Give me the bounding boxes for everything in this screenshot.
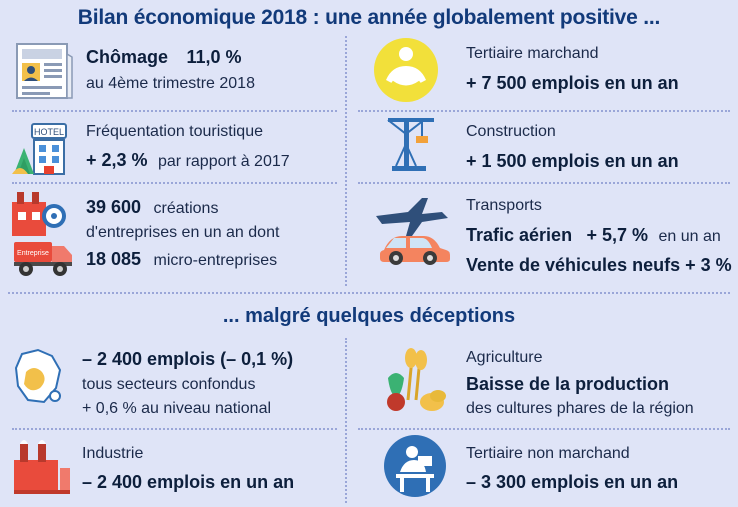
agriculture-detail: des cultures phares de la région bbox=[466, 400, 694, 418]
tourism-value: + 2,3 % bbox=[86, 149, 148, 170]
newspaper-icon bbox=[14, 40, 74, 102]
handshake-service-icon bbox=[370, 36, 442, 104]
micro-business-count: 18 085 bbox=[86, 248, 142, 269]
business-creation-label: créations bbox=[153, 200, 219, 217]
business-creation-period: d'entreprises en un an dont bbox=[86, 223, 280, 241]
tourism-text bbox=[86, 122, 346, 172]
divider-bl-1 bbox=[12, 428, 337, 430]
svg-text:Entreprise: Entreprise bbox=[17, 250, 49, 257]
market-services-text bbox=[466, 44, 734, 94]
industry-value: – 2 400 emplois en un an bbox=[82, 471, 295, 492]
factory-truck-icon bbox=[8, 190, 80, 280]
construction-label: Construction bbox=[466, 123, 556, 140]
hotel-icon bbox=[10, 116, 76, 178]
national-employment-reference: + 0,6 % au niveau national bbox=[82, 400, 272, 418]
agriculture-value: Baisse de la production bbox=[466, 373, 670, 394]
divider-tr-1 bbox=[358, 110, 730, 112]
regional-employment-scope: tous secteurs confondus bbox=[82, 376, 256, 394]
divider-tl-1 bbox=[12, 110, 337, 112]
unemployment-period: au 4ème trimestre 2018 bbox=[86, 74, 255, 92]
regional-employment-text bbox=[82, 348, 344, 419]
agriculture-icon bbox=[378, 344, 454, 418]
agriculture-label: Agriculture bbox=[466, 349, 543, 366]
air-traffic-value: + 5,7 % bbox=[586, 224, 649, 245]
non-market-services-value: – 3 300 emplois en un an bbox=[466, 471, 679, 492]
industry-icon bbox=[10, 434, 74, 498]
unemployment-text bbox=[86, 46, 336, 94]
air-traffic-label: Trafic aérien bbox=[466, 224, 573, 245]
office-worker-icon bbox=[380, 434, 450, 502]
divider-tr-2 bbox=[358, 182, 730, 184]
air-traffic-period: en un an bbox=[658, 227, 721, 245]
page-title: Bilan économique 2018 : une année globalement positive ... bbox=[77, 6, 661, 29]
business-creation-count: 39 600 bbox=[86, 197, 142, 217]
industry-text bbox=[82, 444, 344, 493]
divider-vertical-bottom bbox=[345, 338, 347, 503]
divider-tl-2 bbox=[12, 182, 337, 184]
market-services-label: Tertiaire marchand bbox=[466, 45, 599, 62]
market-services-value: + 7 500 emplois en un an bbox=[466, 72, 679, 93]
transport-label: Transports bbox=[466, 197, 542, 214]
construction-text bbox=[466, 122, 734, 172]
industry-label: Industrie bbox=[82, 445, 144, 462]
unemployment-value: 11,0 % bbox=[186, 47, 242, 67]
transport-text bbox=[466, 196, 738, 276]
plane-car-icon bbox=[368, 188, 454, 268]
section-title-negative: ... malgré quelques déceptions bbox=[222, 305, 516, 327]
france-map-icon bbox=[8, 344, 74, 418]
agriculture-text bbox=[466, 348, 738, 419]
tourism-label: Fréquentation touristique bbox=[86, 123, 263, 140]
new-vehicle-sales-value: Vente de véhicules neufs + 3 % bbox=[466, 254, 732, 275]
svg-text:HOTEL: HOTEL bbox=[33, 127, 65, 137]
micro-business-label: micro-entreprises bbox=[153, 251, 278, 269]
tourism-reference: par rapport à 2017 bbox=[158, 152, 290, 170]
divider-horizontal-main bbox=[8, 292, 730, 294]
regional-employment-value: – 2 400 emplois (– 0,1 %) bbox=[82, 349, 294, 369]
divider-br-1 bbox=[358, 428, 730, 430]
non-market-services-text bbox=[466, 444, 738, 493]
non-market-services-label: Tertiaire non marchand bbox=[466, 445, 630, 462]
unemployment-label: Chômage bbox=[86, 47, 169, 67]
crane-icon bbox=[378, 114, 444, 178]
business-creation-text bbox=[86, 196, 341, 270]
construction-value: + 1 500 emplois en un an bbox=[466, 150, 679, 171]
